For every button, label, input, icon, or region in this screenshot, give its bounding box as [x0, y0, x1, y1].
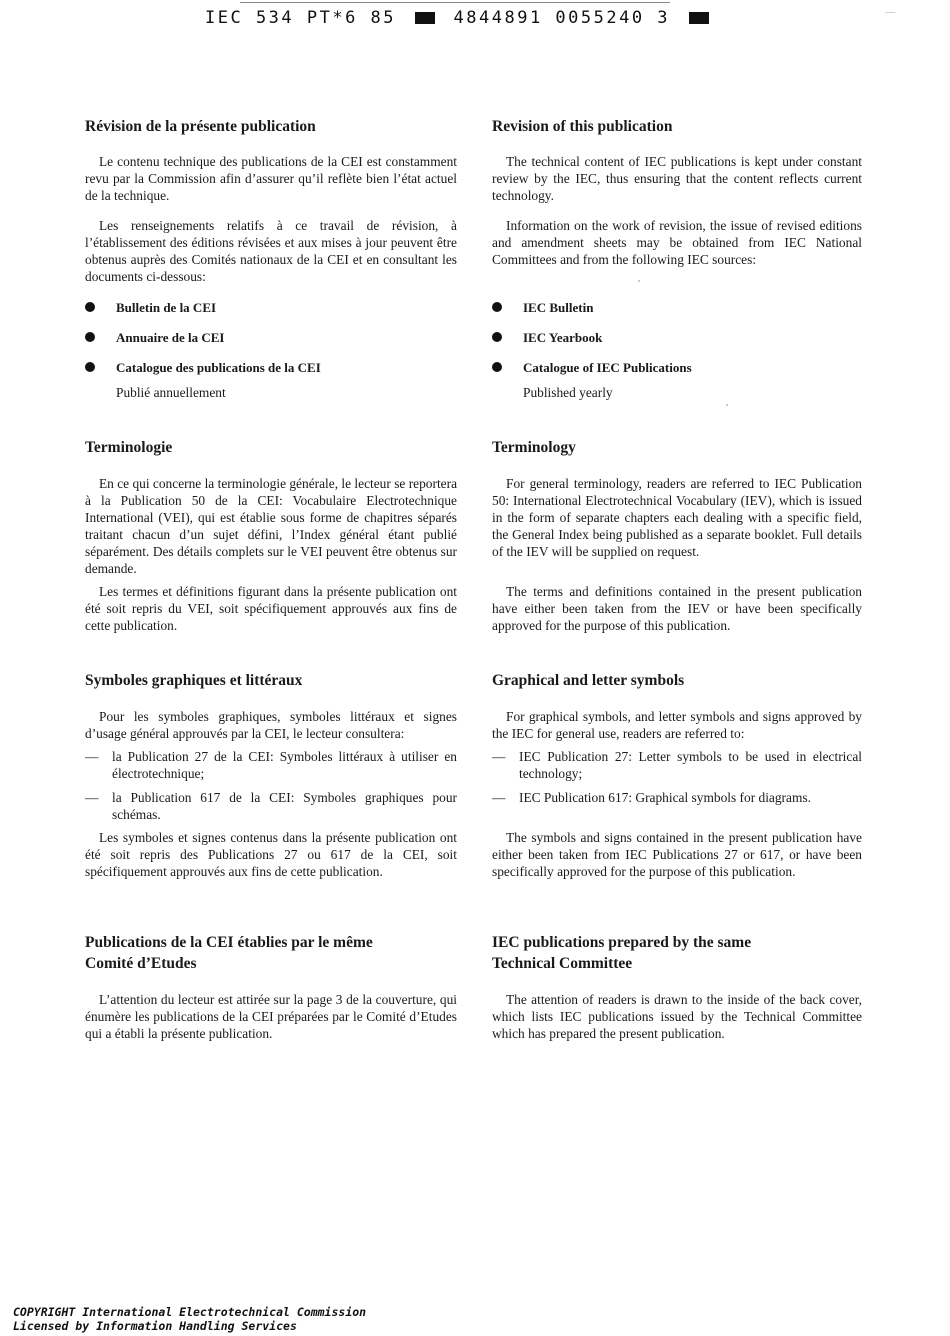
heading-symbols-en: Graphical and letter symbols	[492, 672, 685, 689]
black-block-mark	[415, 12, 435, 24]
dash-mark: —	[492, 790, 506, 805]
scan-top-line	[240, 2, 670, 3]
copyright-line: COPYRIGHT International Electrotechnical Commission	[13, 1305, 367, 1319]
document-code-part-b: 4844891 0055240 3	[453, 8, 671, 28]
heading-terminology-fr: Terminologie	[85, 439, 173, 456]
scan-speck	[726, 404, 728, 406]
heading-committee-en-line1: IEC publications prepared by the same	[492, 934, 752, 951]
paragraph-terminology-en-1: For general terminology, readers are referred to IEC Publication 50: International Electrotechnical Vocabulary (IEV), which is issued in the form of separate chapters each dealing with a specific field, the General Index being published as a separate booklet. Full details of the IEV will be supplied on request.	[492, 476, 862, 559]
bullet-dot-icon	[492, 332, 502, 342]
heading-committee-en-line2: Technical Committee	[492, 955, 633, 972]
bullet-dot-icon	[85, 362, 95, 372]
paragraph-symbols-fr-2: Les symboles et signes contenus dans la présente publication ont été soit repris des Publications 27 ou 617 de la CEI, soit spécifiquement approuvés aux fins de cette publication.	[85, 830, 457, 879]
paragraph-revision-en-1: The technical content of IEC publications is kept under constant review by the IEC, thus ensuring that the content reflects current technology.	[492, 154, 862, 203]
license-line: Licensed by Information Handling Services	[13, 1319, 297, 1333]
bullet-dot-icon	[85, 302, 95, 312]
heading-committee-fr-line2: Comité d’Etudes	[85, 955, 197, 972]
paragraph-committee-en: The attention of readers is drawn to the inside of the back cover, which lists IEC publications issued by the Technical Committee which has prepared the present publication.	[492, 992, 862, 1041]
bullet-label: Annuaire de la CEI	[116, 330, 225, 345]
bullet-label: Catalogue des publications de la CEI	[116, 360, 321, 375]
paragraph-revision-fr-1: Le contenu technique des publications de la CEI est constamment revu par la Commission afin d’assurer qu’il reflète bien l’état actuel de la technique.	[85, 154, 457, 203]
bullet-label: Catalogue of IEC Publications	[523, 360, 692, 375]
document-code-part-a: IEC 534 PT*6 85	[205, 8, 397, 28]
paragraph-terminology-fr-1: En ce qui concerne la terminologie générale, le lecteur se reportera à la Publication 50 de la CEI: Vocabulaire Electrotechnique International (VEI), qui est établie sous forme de chapitres séparés traitant chacun d’un sujet défini, l’Index général étant publié séparément. Des détails complets sur le VEI peuvent être obtenus sur demande.	[85, 476, 458, 576]
document-code-header	[205, 8, 715, 28]
bullet-dot-icon	[492, 302, 502, 312]
scan-speck	[638, 280, 640, 282]
bullet-label: IEC Bulletin	[523, 300, 594, 315]
heading-symbols-fr: Symboles graphiques et littéraux	[85, 672, 303, 689]
bullet-dot-icon	[492, 362, 502, 372]
paragraph-revision-fr-2: Les renseignements relatifs à ce travail de révision, à l’établissement des éditions révisées et aux mises à jour peuvent être obtenus auprès des Comités nationaux de la CEI et en consultant les documents ci-dessous:	[85, 218, 457, 284]
dash-item-text: la Publication 617 de la CEI: Symboles graphiques pour schémas.	[112, 790, 457, 822]
dash-item-text: IEC Publication 617: Graphical symbols for diagrams.	[519, 790, 811, 805]
paragraph-symbols-en-1: For graphical symbols, and letter symbols and signs approved by the IEC for general use, readers are referred to:	[492, 709, 862, 741]
heading-terminology-en: Terminology	[492, 439, 576, 456]
published-note-fr: Publié annuellement	[116, 385, 226, 400]
copyright-footer	[13, 1305, 366, 1333]
heading-revision-en: Revision of this publication	[492, 118, 673, 135]
dash-mark: —	[85, 790, 99, 805]
published-note-en: Published yearly	[523, 385, 613, 400]
paragraph-terminology-en-2: The terms and definitions contained in the present publication have either been taken from the IEV or have been specifically approved for the purpose of this publication.	[492, 584, 862, 633]
black-block-mark	[689, 12, 709, 24]
dash-item-text: la Publication 27 de la CEI: Symboles littéraux à utiliser en électrotechnique;	[112, 749, 457, 781]
bullet-label: IEC Yearbook	[523, 330, 603, 345]
paragraph-symbols-en-2: The symbols and signs contained in the present publication have either been taken from IEC Publications 27 or 617, or have been specifically approved for the purpose of this publication.	[492, 830, 862, 879]
dash-item-text: IEC Publication 27: Letter symbols to be used in electrical technology;	[519, 749, 862, 781]
heading-committee-fr-line1: Publications de la CEI établies par le même	[85, 934, 373, 951]
paragraph-terminology-fr-2: Les termes et définitions figurant dans la présente publication ont été soit repris du VEI, soit spécifiquement approuvés aux fins de cette publication.	[85, 584, 457, 633]
paragraph-committee-fr: L’attention du lecteur est attirée sur la page 3 de la couverture, qui énumère les publications de la CEI préparées par le Comité d’Etudes qui a établi la présente publication.	[85, 992, 457, 1041]
heading-revision-fr: Révision de la présente publication	[85, 118, 316, 135]
paragraph-revision-en-2: Information on the work of revision, the issue of revised editions and amendment sheets may be obtained from IEC National Committees and from the following IEC sources:	[492, 218, 862, 267]
scan-speck	[884, 12, 896, 13]
bullet-dot-icon	[85, 332, 95, 342]
dash-mark: —	[85, 749, 99, 764]
paragraph-symbols-fr-1: Pour les symboles graphiques, symboles littéraux et signes d’usage général approuvés par la CEI, le lecteur consultera:	[85, 709, 457, 741]
bullet-label: Bulletin de la CEI	[116, 300, 217, 315]
dash-mark: —	[492, 749, 506, 764]
